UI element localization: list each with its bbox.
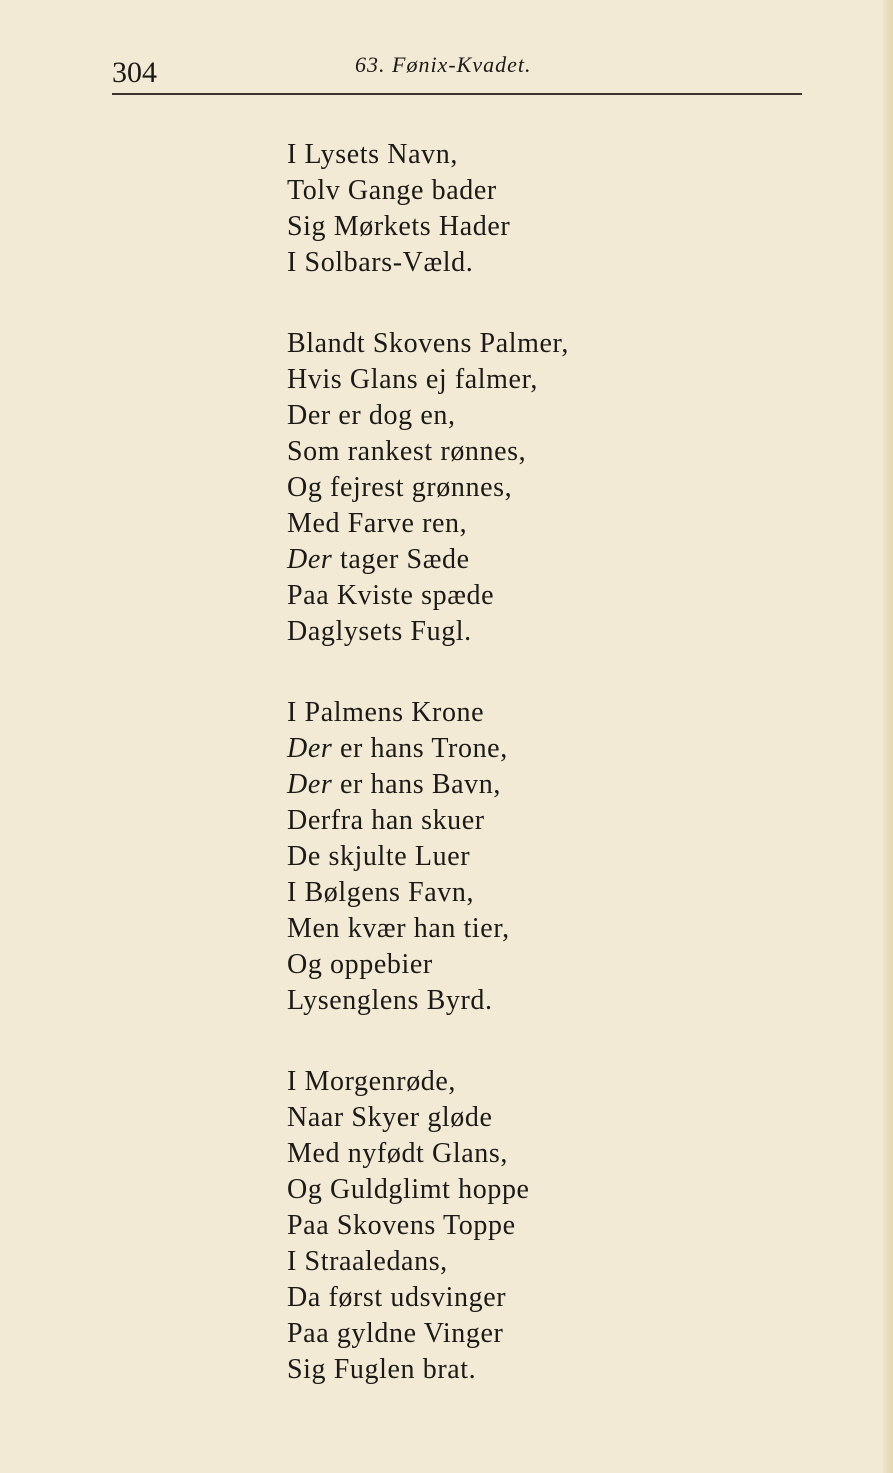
page-number: 304	[112, 56, 157, 89]
stanza	[287, 137, 787, 281]
verse-line-text: Og oppebier	[287, 949, 433, 980]
verse-line-text: I Lysets Navn,	[287, 139, 458, 170]
verse-line-text: Men kvær han tier,	[287, 913, 510, 944]
verse-line	[287, 209, 787, 245]
verse-line	[287, 362, 787, 398]
verse-line-text: Da først udsvinger	[287, 1282, 507, 1313]
verse-line	[287, 1316, 787, 1352]
verse-line-text: I Palmens Krone	[287, 697, 485, 728]
verse-line-text: I Solbars-Væld.	[287, 247, 474, 278]
verse-line	[287, 326, 787, 362]
verse-line-text: Blandt Skovens Palmer,	[287, 328, 569, 359]
stanza	[287, 1064, 787, 1388]
verse-line	[287, 875, 787, 911]
header-rule	[112, 93, 802, 95]
verse-line-text: Paa gyldne Vinger	[287, 1318, 504, 1349]
verse-line	[287, 1172, 787, 1208]
verse-line	[287, 1280, 787, 1316]
verse-line-text: Naar Skyer gløde	[287, 1102, 493, 1133]
verse-line-emphasis: Der	[287, 733, 333, 764]
verse-line-text: Sig Fuglen brat.	[287, 1354, 477, 1385]
page-edge	[883, 0, 893, 1473]
verse-line	[287, 614, 787, 650]
verse-line	[287, 1100, 787, 1136]
verse-line-text: Med Farve ren,	[287, 508, 468, 539]
running-title: 63. Fønix-Kvadet.	[355, 52, 532, 77]
verse-line	[287, 839, 787, 875]
verse-line-emphasis: Der	[287, 544, 333, 575]
verse-line	[287, 470, 787, 506]
stanza	[287, 326, 787, 650]
verse-line	[287, 983, 787, 1019]
verse-line-text: I Straaledans,	[287, 1246, 448, 1277]
verse-line	[287, 542, 787, 578]
poem	[287, 137, 787, 1388]
verse-line	[287, 1352, 787, 1388]
verse-line	[287, 578, 787, 614]
verse-line-text: I Bølgens Favn,	[287, 877, 475, 908]
verse-line	[287, 947, 787, 983]
verse-line	[287, 173, 787, 209]
verse-line	[287, 731, 787, 767]
verse-line-text: Paa Skovens Toppe	[287, 1210, 516, 1241]
page-header	[0, 50, 893, 94]
verse-line	[287, 137, 787, 173]
verse-line-text: Sig Mørkets Hader	[287, 211, 511, 242]
verse-line-text: I Morgenrøde,	[287, 1066, 457, 1097]
verse-line	[287, 695, 787, 731]
verse-line-text: er hans Trone,	[332, 733, 508, 764]
verse-line	[287, 767, 787, 803]
verse-line	[287, 1208, 787, 1244]
verse-line	[287, 803, 787, 839]
verse-line-emphasis: Der	[287, 769, 333, 800]
verse-line	[287, 911, 787, 947]
verse-line-text: Med nyfødt Glans,	[287, 1138, 508, 1169]
verse-line	[287, 245, 787, 281]
verse-line	[287, 506, 787, 542]
stanza	[287, 695, 787, 1019]
verse-line	[287, 398, 787, 434]
verse-line-text: Paa Kviste spæde	[287, 580, 495, 611]
verse-line-text: Der er dog en,	[287, 400, 456, 431]
verse-line	[287, 1244, 787, 1280]
verse-line-text: De skjulte Luer	[287, 841, 471, 872]
verse-line-text: Og Guldglimt hoppe	[287, 1174, 530, 1205]
verse-line-text: Og fejrest grønnes,	[287, 472, 513, 503]
verse-line-text: Tolv Gange bader	[287, 175, 497, 206]
verse-line-text: Som rankest rønnes,	[287, 436, 527, 467]
verse-line-text: Hvis Glans ej falmer,	[287, 364, 538, 395]
verse-line	[287, 1136, 787, 1172]
verse-line-text: Lysenglens Byrd.	[287, 985, 493, 1016]
verse-line-text: tager Sæde	[332, 544, 470, 575]
verse-line-text: Daglysets Fugl.	[287, 616, 472, 647]
verse-line-text: Derfra han skuer	[287, 805, 485, 836]
verse-line	[287, 1064, 787, 1100]
verse-line	[287, 434, 787, 470]
verse-line-text: er hans Bavn,	[332, 769, 501, 800]
